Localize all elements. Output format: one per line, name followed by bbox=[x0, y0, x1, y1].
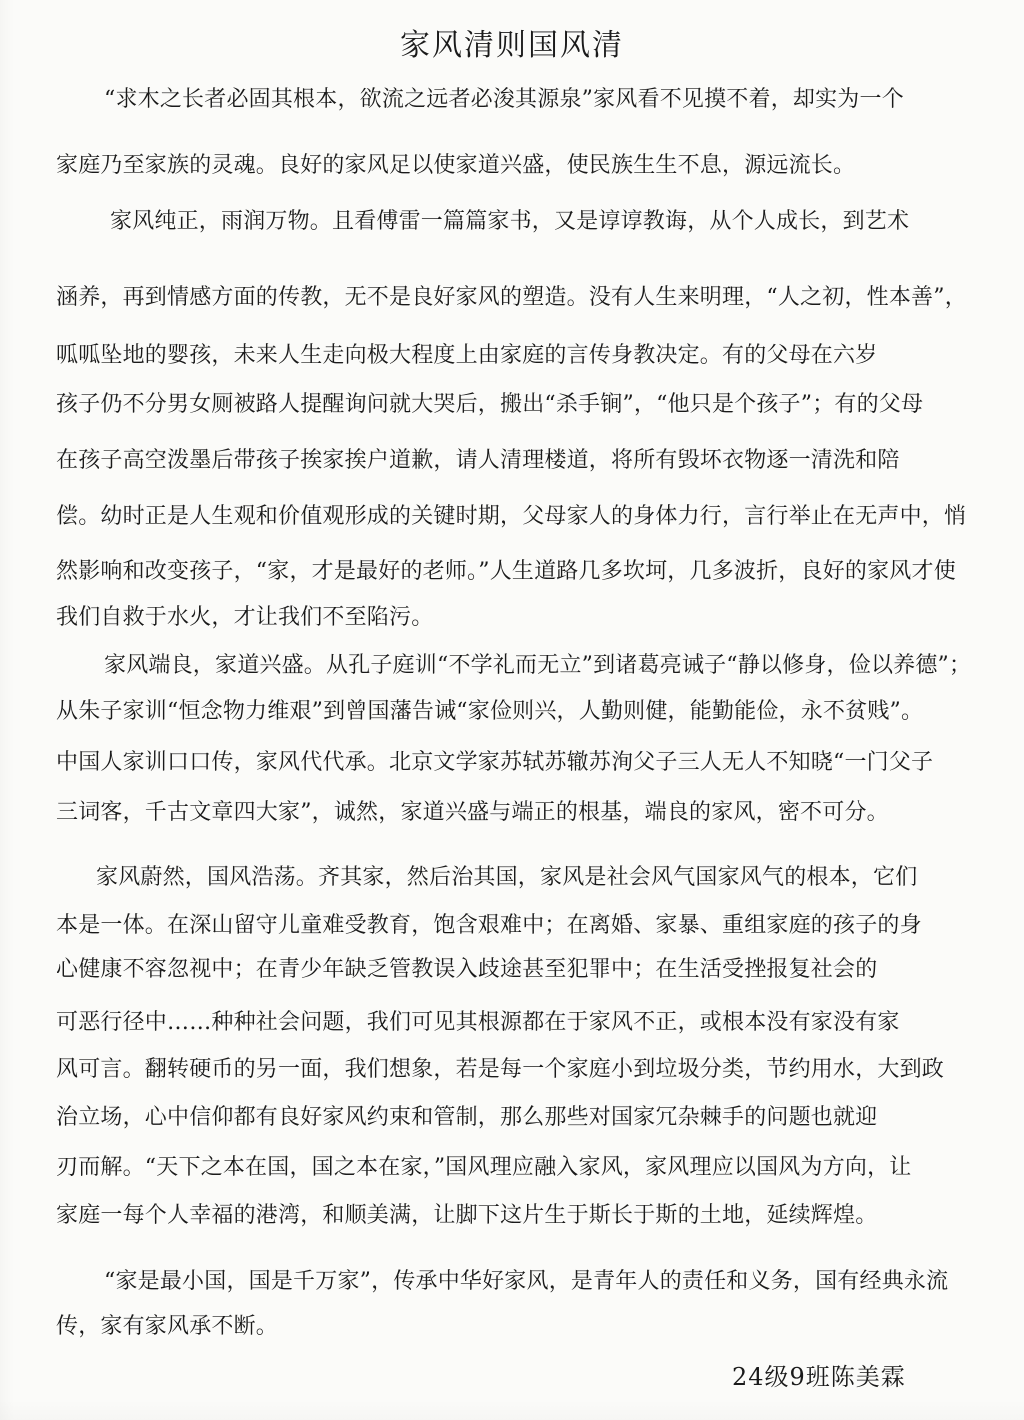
essay-line: 心健康不容忽视中；在青少年缺乏管教误入歧途甚至犯罪中；在生活受挫报复社会的 bbox=[56, 957, 878, 982]
essay-line: 偿。幼时正是人生观和价值观形成的关键时期，父母家人的身体力行，言行举止在无声中，悄 bbox=[56, 504, 967, 529]
essay-line: 我们自救于水火，才让我们不至陷污。 bbox=[56, 605, 434, 630]
essay-title: 家风清则国风清 bbox=[400, 28, 624, 63]
essay-line: 中国人家训口口传，家风代代承。北京文学家苏轼苏辙苏洵父子三人无人不知晓“一门父子 bbox=[56, 750, 934, 775]
essay-line: 治立场，心中信仰都有良好家风约束和管制，那么那些对国家冗杂棘手的问题也就迎 bbox=[56, 1105, 878, 1130]
essay-line: 呱呱坠地的婴孩，未来人生走向极大程度上由家庭的言传身教决定。有的父母在六岁 bbox=[56, 343, 878, 368]
essay-line: 然影响和改变孩子，“家，才是最好的老师。”人生道路几多坎坷，几多波折，良好的家风才使 bbox=[56, 559, 956, 584]
essay-line: 本是一体。在深山留守儿童难受教育，饱含艰难中；在离婚、家暴、重组家庭的孩子的身 bbox=[56, 913, 922, 938]
essay-line: 三词客，千古文章四大家”，诚然，家道兴盛与端正的根基，端良的家风，密不可分。 bbox=[56, 800, 889, 825]
essay-line: 刃而解。“天下之本在国，国之本在家，”国风理应融入家风，家风理应以国风为方向，让 bbox=[56, 1155, 912, 1180]
essay-line: 涵养，再到情感方面的传教，无不是良好家风的塑造。没有人生来明理，“人之初，性本善”， bbox=[56, 285, 967, 310]
essay-line: 家风蔚然，国风浩荡。齐其家，然后治其国，家风是社会风气国家风气的根本，它们 bbox=[96, 865, 918, 890]
essay-line: 家风端良，家道兴盛。从孔子庭训“不学礼而无立”到诸葛亮诫子“静以修身，俭以养德”； bbox=[104, 653, 972, 678]
author-signature: 24级9班陈美霖 bbox=[732, 1363, 906, 1391]
essay-line: 传，家有家风承不断。 bbox=[56, 1314, 279, 1339]
essay-line: 风可言。翻转硬币的另一面，我们想象，若是每一个家庭小到垃圾分类，节约用水，大到政 bbox=[56, 1057, 945, 1082]
essay-line: 家庭乃至家族的灵魂。良好的家风足以使家道兴盛，使民族生生不息，源远流长。 bbox=[56, 153, 856, 178]
essay-line: 家庭一每个人幸福的港湾，和顺美满，让脚下这片生于斯长于斯的土地，延续辉煌。 bbox=[56, 1203, 878, 1228]
essay-line: “求木之长者必固其根本，欲流之远者必浚其源泉”家风看不见摸不着，却实为一个 bbox=[104, 87, 904, 112]
essay-line: 从朱子家训“恒念物力维艰”到曾国藩告诫“家俭则兴，人勤则健，能勤能俭，永不贫贱”。 bbox=[56, 699, 924, 724]
essay-line: 家风纯正，雨润万物。且看傅雷一篇篇家书，又是谆谆教诲，从个人成长，到艺术 bbox=[110, 209, 910, 234]
essay-line: 可恶行径中……种种社会问题，我们可见其根源都在于家风不正，或根本没有家没有家 bbox=[56, 1010, 900, 1035]
essay-line: 在孩子高空泼墨后带孩子挨家挨户道歉，请人清理楼道，将所有毁坏衣物逐一清洗和陪 bbox=[56, 448, 900, 473]
essay-line: “家是最小国，国是千万家”，传承中华好家风，是青年人的责任和义务，国有经典永流 bbox=[104, 1269, 949, 1294]
essay-line: 孩子仍不分男女厕被路人提醒询问就大哭后，搬出“杀手锏”，“他只是个孩子”；有的父母 bbox=[56, 392, 924, 417]
